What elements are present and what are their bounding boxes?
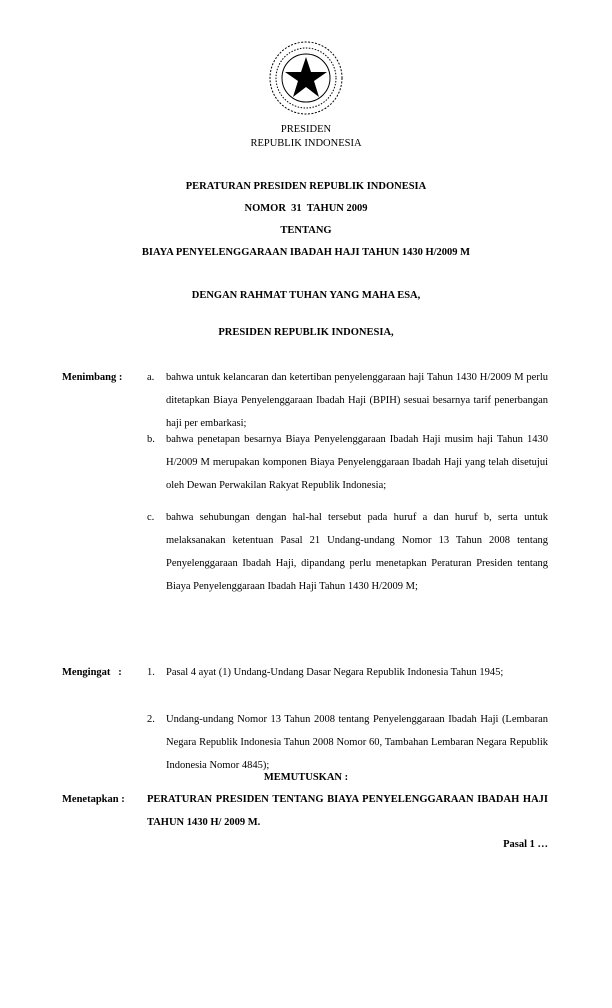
preamble-line-2: PRESIDEN REPUBLIK INDONESIA, [218,327,394,338]
item-text: Pasal 4 ayat (1) Undang-Undang Dasar Negara Republik Indonesia Tahun 1945; [166,667,504,678]
menimbang-item [147,366,548,435]
item-number: a. [147,372,155,383]
menimbang-item [147,506,548,598]
next-page-indicator: Pasal 1 … [503,839,548,850]
item-number: 2. [147,714,155,725]
mengingat-item [147,661,548,684]
title-line-3: TENTANG [280,225,332,236]
item-number: 1. [147,667,155,678]
menetapkan-text: PERATURAN PRESIDEN TENTANG BIAYA PENYELENGGARAAN IBADAH HAJI TAHUN 1430 H/ 2009 M. [147,794,548,828]
header-presiden: PRESIDEN [280,124,332,135]
header-republik-indonesia: REPUBLIK INDONESIA [250,138,362,149]
item-text: bahwa untuk kelancaran dan ketertiban penyelenggaraan haji Tahun 1430 H/2009 M perlu ditetapkan Biaya Penyelenggaraan Ibadah Haji (BPIH) sesuai besarnya tarif penerbangan haji per embarkasi; [166,372,548,429]
title-line-2: NOMOR 31 TAHUN 2009 [244,203,368,214]
menetapkan-label: Menetapkan : [62,794,125,805]
item-number: b. [147,434,155,445]
mengingat-item [147,708,548,777]
menimbang-label: Menimbang : [62,372,123,383]
title-line-1: PERATURAN PRESIDEN REPUBLIK INDONESIA [185,181,427,192]
item-number: c. [147,512,155,523]
item-text: bahwa penetapan besarnya Biaya Penyelenggaraan Ibadah Haji musim haji Tahun 1430 H/2009 M merupakan komponen Biaya Penyelenggaraan Ibadah Haji yang telah disetujui oleh Dewan Perwakilan Rakyat Republik Indonesia; [166,434,548,491]
menimbang-item [147,428,548,497]
item-text: Undang-undang Nomor 13 Tahun 2008 tentang Penyelenggaraan Ibadah Haji (Lembaran Negara Republik Indonesia Tahun 2008 Nomor 60, Tambahan Lembaran Negara Republik Indonesia Nomor 4845); [166,714,548,771]
preamble-line-1: DENGAN RAHMAT TUHAN YANG MAHA ESA, [191,290,421,301]
title-line-4: BIAYA PENYELENGGARAAN IBADAH HAJI TAHUN 1430 H/2009 M [141,247,471,258]
item-text: bahwa sehubungan dengan hal-hal tersebut pada huruf a dan huruf b, serta untuk melaksanakan ketentuan Pasal 21 Undang-undang Nomor 13 Tahun 2008 tentang Penyelenggaraan Ibadah Haji, dipandang perlu menetapkan Peraturan Presiden tentang Biaya Penyelenggaraan Ibadah Haji Tahun 1430 H/2009 M; [166,512,548,592]
memutuskan-heading: MEMUTUSKAN : [263,772,349,783]
mengingat-label: Mengingat : [62,667,122,678]
garuda-star-emblem [268,40,344,116]
